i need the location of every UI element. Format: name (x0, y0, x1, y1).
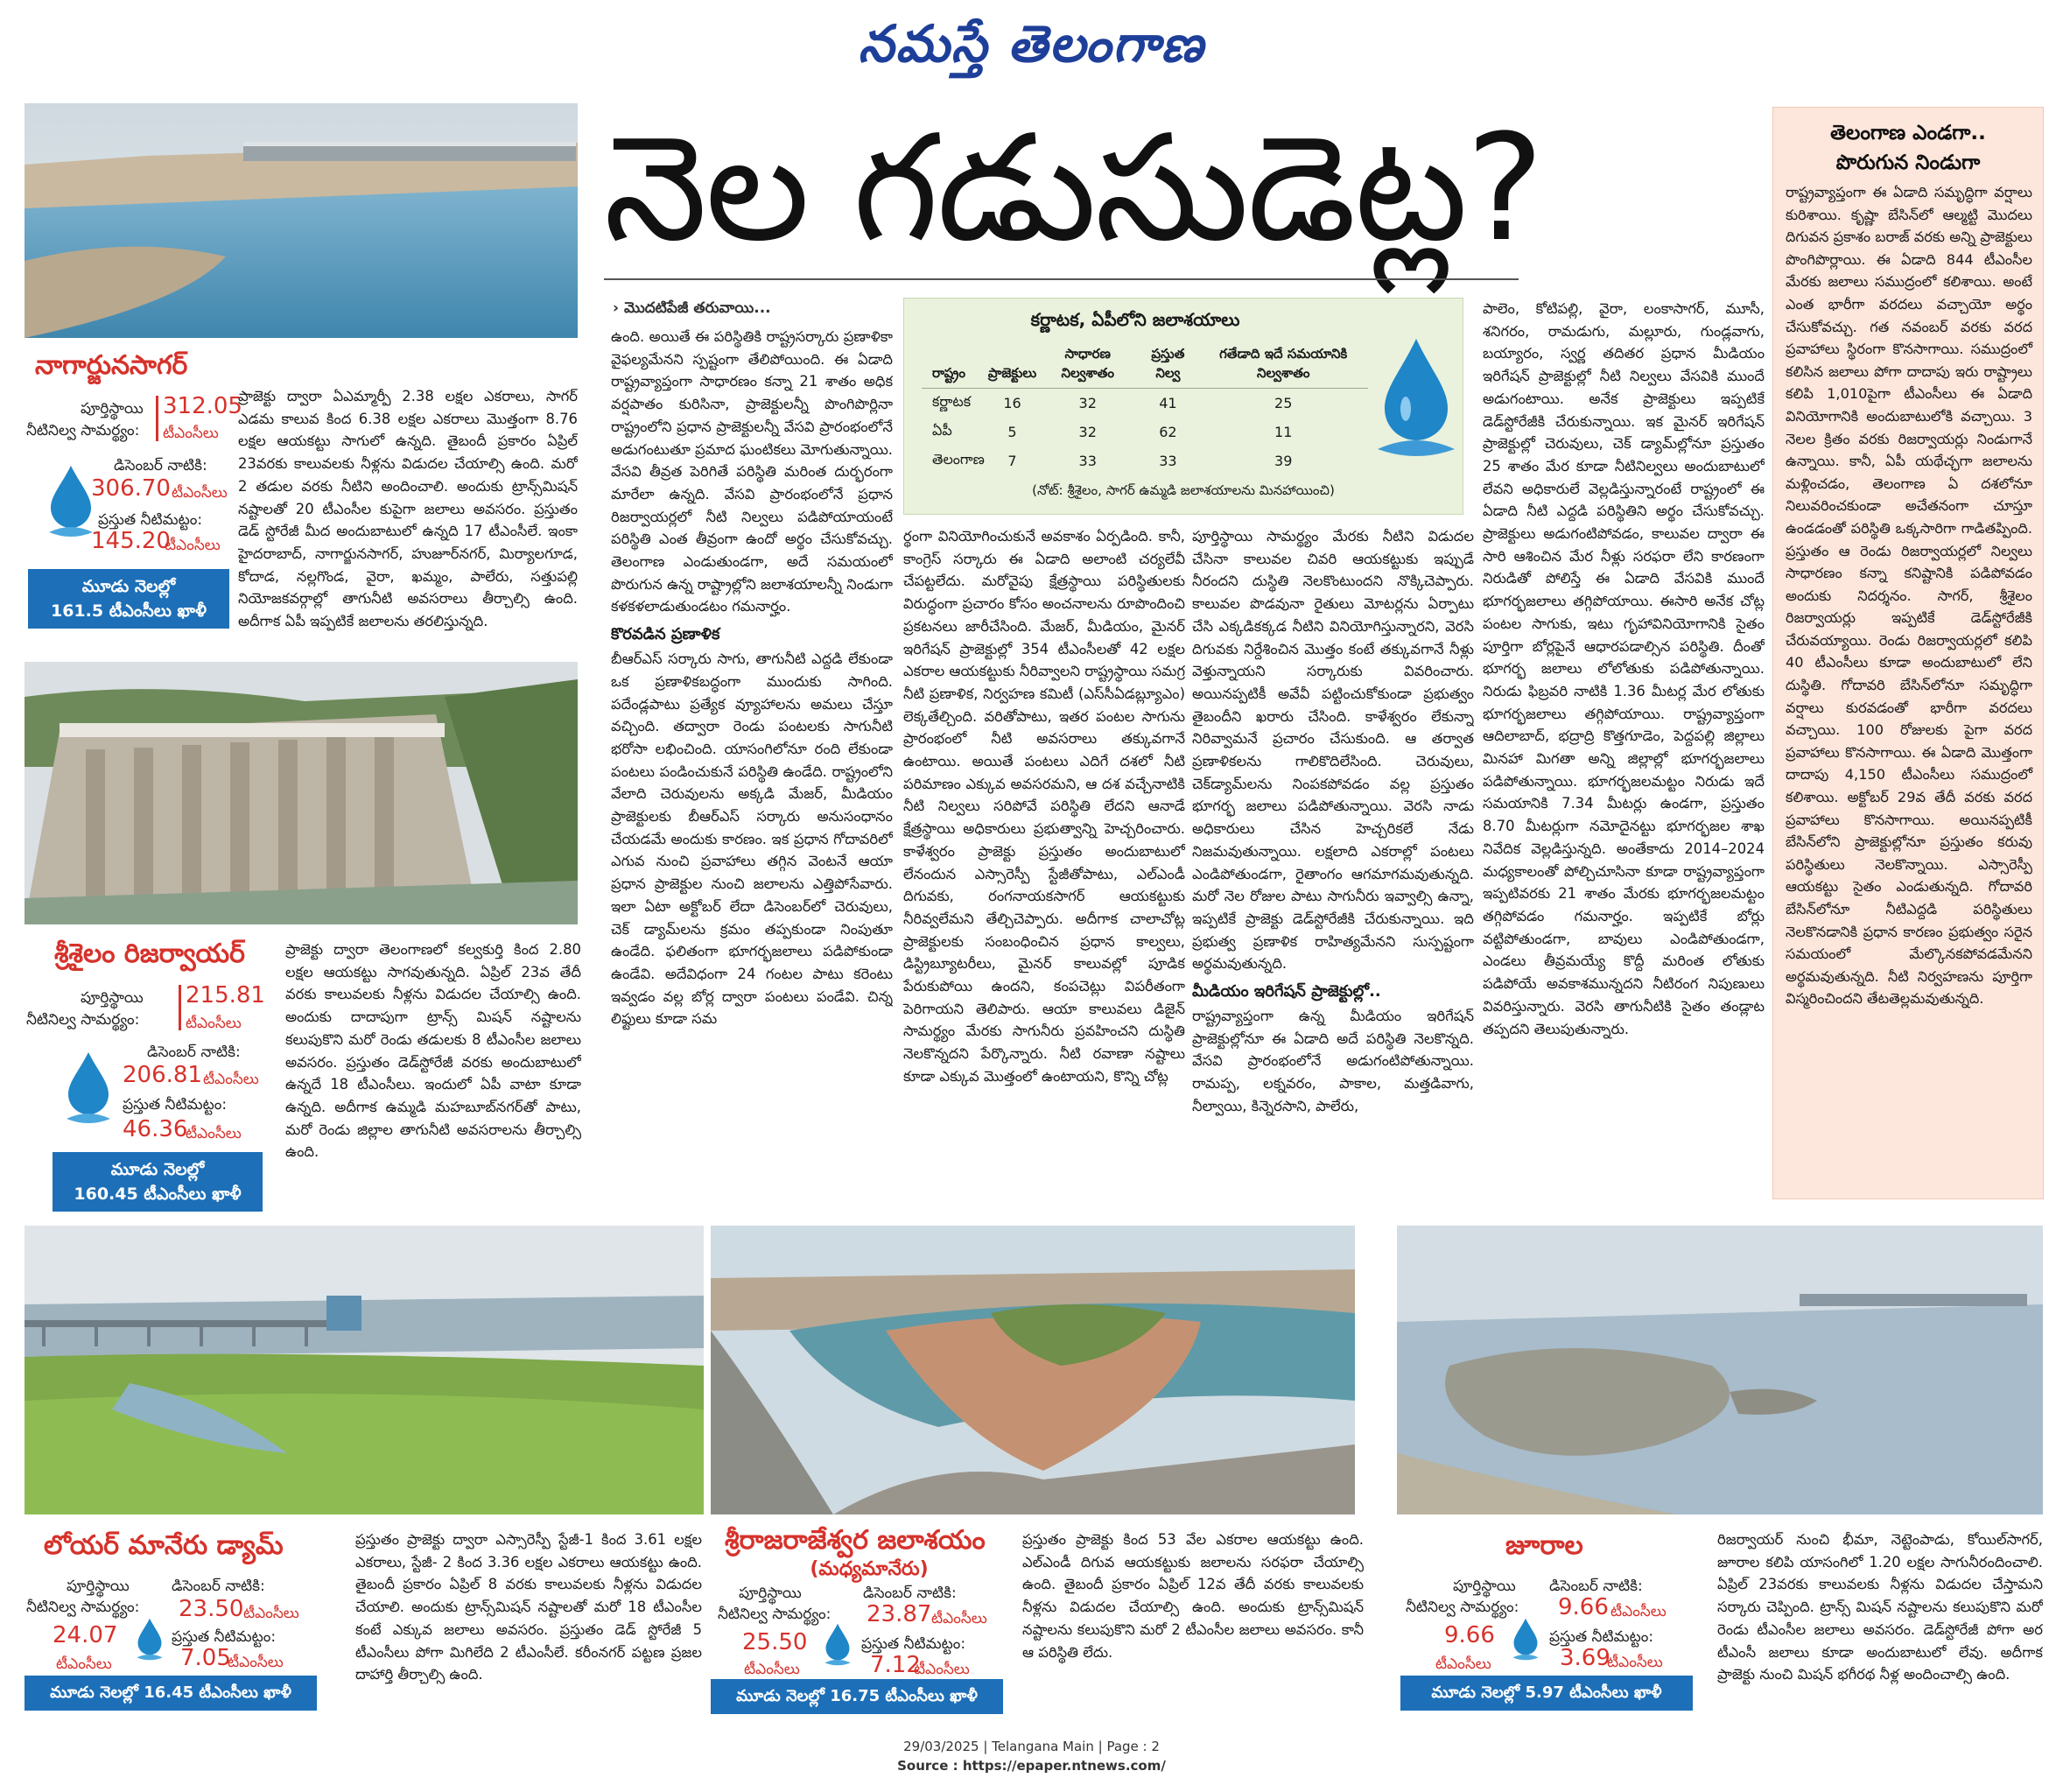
srisailam-drop-banner (53, 1152, 263, 1212)
full-capacity-label: పూర్తిస్థాయి (1453, 1578, 1516, 1595)
table-cell: 25 (1274, 395, 1293, 411)
full-capacity-label: పూర్తిస్థాయి (81, 989, 144, 1007)
water-drop-icon (63, 1051, 114, 1129)
table-cell: ఏపీ (932, 422, 952, 439)
lower-maneru-text: ప్రస్తుతం ప్రాజెక్టు ద్వారా ఎస్సారెస్పీ స్టేజీ-1 కింద 3.61 లక్షల ఎకరాలు, స్టేజీ- 2 కింద 3.36 లక్షల ఎకరాలు ఆయకట్టు ఉంది. తైబందీ ప్రకారం ఏప్రిల్ 8 వరకు కాలువలకు నీళ్లను విడుదల చేయాలి. అందుకు ట్రాన్స్‌మిషన్ నష్టాలతో మరో 18 టీఎంసీల కంటే ఎక్కువ జలాలు అవసరం. ప్రస్తుతం డెడ్ స్టోరేజీ 5 టీఎంసీలు పోగా మిగిలేది 2 టీఎంసీలే. కరీంనగర్ పట్టణ ప్రజల దాహార్తి తీర్చాల్సి ఉంది. (355, 1531, 702, 1683)
storage-capacity-label: నీటినిల్వ సామర్థ్యం: (718, 1606, 832, 1623)
sidebar-heading-line: పొరుగున నిండుగా (1835, 151, 1981, 174)
tmc-unit: టీఎంసీలు (186, 1015, 242, 1032)
jurala-name: జూరాల (1505, 1530, 1583, 1561)
sri-rajarajeshwara-name: శ్రీరాజరాజేశ్వర జలాశయం (725, 1525, 986, 1556)
banner-line: మూడు నెలల్లో (81, 577, 176, 596)
current-level-label: ప్రస్తుత నీటిమట్టం: (861, 1635, 966, 1653)
article-column-4: పాలెం, కోటిపల్లి, వైరా, లంకాసాగర్, మూసీ, శనిగరం, రామడుగు, మల్లూరు, గుండ్లవాగు, బయ్యారం, స్వర్ణ తదితర ప్రధాన మీడియం ఇరిగేషన్ ప్రాజెక్టుల్లో నీటి నిల్వలు వేసవికి ముందే అడుగంటాయి. అనేక ప్రాజెక్టులు ఇప్పటికే డెడ్‌స్టోరేజీకి చేరుకున్నాయి. ఇక మైనర్ ఇరిగేషన్ ప్రాజెక్టుల్లో చెరువులు, చెక్ డ్యామ్‌ల్లోనూ ప్రస్తుతం 25 శాతం మేర కూడా నీటినిల్వలు అందుబాటులో లేవని అధికారులే వెల్లడిస్తున్నారంటే రాష్ట్రంలో ఈ ఏడాది నీటి ఎద్దడి పరిస్థితిని అర్థం చేసుకోవచ్చు. ప్రాజెక్టులు అడుగంటిపోవడం, కాలువల ద్వారా ఈ సారి ఆశించిన మేర నీళ్లు సరఫరా లేని కారణంగా నిరుడితో పోలిస్తే ఈ ఏడాది వేసవికి ముందే భూగర్భజలాలు తగ్గిపోయాయి. ఈసారి అనేక చోట్ల పంటల సాగుకు, ఇటు గృహావినియోగానికి సైతం పూర్తిగా బోర్లపైనే ఆధారపడాల్సిన పరిస్థితి. దీంతో భూగర్భ జలాలు లోలోతుకు పడిపోతున్నాయి. నిరుడు ఫిబ్రవరి నాటికి 1.36 మీటర్ల మేర లోతుకు భూగర్భజలాలు తగ్గిపోయాయి. రాష్ట్రవ్యాప్తంగా ఆదిలాబాద్, భద్రాద్రి కొత్తగూడెం, పెద్దపల్లి జిల్లాలు మినహా మిగతా అన్ని జిల్లాల్లో భూగర్భజలాలు పడిపోతున్నాయి. భూగర్భజలమట్టం నిరుడు ఇదే సమయానికి 7.34 మీటర్లు ఉండగా, ప్రస్తుతం 8.70 మీటర్లుగా నమోదైనట్టు భూగర్భజల శాఖ నివేదిక వెల్లడిస్తున్నది. అంతేకాదు 2014–2024 మధ్యకాలంతో పోల్చిచూసినా కూడా రాష్ట్రవ్యాప్తంగా ఇప్పటివరకు 21 శాతం మేరకు భూగర్భజలమట్టం తగ్గిపోవడం గమనార్హం. ఇప్పటికే బోర్లు వట్టిపోతుండగా, బావులు ఎండిపోతుండగా, ఎండలు తీవ్రమయ్యే కొద్దీ మరింత లోతుకు పడిపోయే అవకాశమున్నదని నీటిరంగ నిపుణులు వివరిస్తున్నారు. వెరసి తాగునీటికి సైతం తండ్లాట తప్పదని తెలుపుతున్నారు. (1483, 300, 1765, 1037)
sri-rajarajeshwara-subname: (మధ్యమానేరు) (810, 1558, 929, 1580)
table-note: (నోట్: శ్రీశైలం, సాగర్ ఉమ్మడి జలాశయాలను మినహాయించి) (1032, 482, 1335, 498)
tmc-unit: టీఎంసీలు (172, 484, 228, 502)
tmc-unit: టీఎంసీలు (1610, 1603, 1667, 1620)
srisailam-text: ప్రాజెక్టు ద్వారా తెలంగాణలో కల్వకుర్తి కింద 2.80 లక్షల ఆయకట్టు సాగవుతున్నది. ఏప్రిల్ 23వ తేదీ వరకు కాలువలకు నీళ్లను విడుదల చేయాల్సి ఉంది. అందుకు దాదాపుగా ట్రాన్స్ మిషన్ నష్టాలను కలుపుకొని మరో రెండు తడులకు 8 టీఎంసీల జలాలు అవసరం. ప్రస్తుతం డెడ్‌స్టోరేజీ వరకు అందుబాటులో ఉన్నదే 18 టీఎంసీలు. ఇందులో ఏపీ వాటా కూడా ఉన్నది. అదీగాక ఉమ్మడి మహబూబ్‌నగర్‌తో పాటు, మరో రెండు జిల్లాల తాగునీటి అవసరాలను తీర్చాల్సి ఉంది. (285, 941, 581, 1161)
lower-maneru-current: 7.05 (180, 1645, 231, 1671)
tmc-unit: టీఎంసీలు (914, 1661, 970, 1678)
table-cell: 33 (1078, 453, 1097, 469)
water-drop-icon (823, 1621, 853, 1670)
article-paragraph: బీఆర్‌ఎస్ సర్కారు సాగు, తాగునీటి ఎద్దడి లేకుండా ఒక ప్రణాళికబద్ధంగా ముందుకు సాగింది. పదేండ్లపాటు ప్రత్యేక వ్యూహాలను అమలు చేస్తూ వచ్చింది. తద్వారా రెండు పంటలకు సాగునీటి భరోసా లభించింది. యాసంగిలోనూ రంది లేకుండా పంటలు పండించుకునే పరిస్థితి ఉండేది. రాష్ట్రంలోని వేలాది చెరువులను అక్కడి మేజర్, మీడియం ప్రాజెక్టులకు బీఆర్‌ఎస్ సర్కారు అనుసంధానం చేయడమే అందుకు కారణం. ఇక ప్రధాన గోదావరిలో ఎగువ నుంచి ప్రవాహాలు తగ్గిన వెంటనే ఆయా ప్రధాన ప్రాజెక్టుల నుంచి జలాలను ఎత్తిపోసేవారు. ఇలా ఏటా అక్టోబర్ లేదా డిసెంబర్‌లో చెరువులు, చెక్ డ్యామ్‌లను క్రమం తప్పకుండా నింపుతూ ఉండేది. ఫలితంగా భూగర్భజలాలు పడిపోకుండా ఉండేవి. అదేవిధంగా 24 గంటల పాటు కరెంటు ఇవ్వడం వల్ల బోర్ల ద్వారా పంటలు పండేవి. చిన్న లిఫ్టులు కూడా సమ (611, 650, 893, 1028)
divider (179, 985, 181, 1030)
lower-maneru-name: లోయర్ మానేరు డ్యామ్ (44, 1530, 284, 1561)
article-paragraph: పూర్తిస్థాయి సామర్థ్యం మేరకు నీటిని విడుదల చేసినా కాలువల చివరి ఆయకట్టుకు ఇప్పుడే నీరందని దుస్థితి నెలకొంటుందని నొక్కిచెప్పారు. కాలువల పొడవునా రైతులు మోటర్లను ఏర్పాటు చేసి ఎక్కడికక్కడ నీటిని వినియోగిస్తున్నారని, వెరసి దిగువకు నిర్దేశించిన మొత్తం కంటే తక్కువగానే నీళ్లు వెళ్తున్నాయని సర్కారుకు వివరించారు. అయినప్పటికీ అవేవీ పట్టించుకోకుండా ప్రభుత్వం తైబందీని ఖరారు చేసింది. కాళేశ్వరం లేకున్నా నిరివ్వామనే ప్రచారం చేసుకుంది. ఆ తర్వాత ప్రణాళికలను గాలికొదిలేసింది. చెరువులు, చెక్‌డ్యామ్‌లను నింపకపోవడం వల్ల ప్రస్తుతం భూగర్భ జలాలు పడిపోతున్నాయి. వెరసి నాడు అధికారులు చేసిన హెచ్చరికలే నేడు నిజమవుతున్నాయి. లక్షలాది ఎకరాల్లో పంటలు ఎండిపోతుండగా, రైతాంగం ఆగమాగమవుతున్నది. మరో నెల రోజుల పాటు సాగునీరు ఇవ్వాల్సి ఉన్నా, ఇప్పటికే ప్రాజెక్టు డెడ్‌స్టోరేజీకి చేరుకున్నాయి. ఇది ప్రభుత్వ ప్రణాళిక రాహిత్యమేనని సుస్పష్టంగా అర్థమవుతున్నది. (1192, 528, 1474, 973)
page-footer-date: 29/03/2025 | Telangana Main | Page : 2 (903, 1739, 1160, 1754)
tmc-unit: టీఎంసీలు (931, 1610, 987, 1627)
current-level-label: ప్రస్తుత నీటిమట్టం: (1549, 1628, 1654, 1646)
storage-capacity-label: నీటినిల్వ సామర్థ్యం: (26, 1599, 140, 1616)
water-drop-icon (1511, 1616, 1540, 1665)
table-cell: తెలంగాణ (932, 451, 985, 467)
december-label: డిసెంబర్ నాటికి: (172, 1578, 265, 1595)
srisailam-full-capacity: 215.81 (186, 982, 265, 1008)
newspaper-logo: నమస్తే తెలంగాణ (858, 14, 1205, 74)
article-column-2: ర్థంగా వినియోగించుకునే అవకాశం ఏర్పడింది. కానీ, కాంగ్రెస్ సర్కారు ఈ ఏడాది అలాంటి చర్యలేవీ చేపట్టలేదు. మరోవైపు క్షేత్రస్థాయి పరిస్థితులకు విరుద్ధంగా ప్రచారం కోసం అంచనాలను రూపొందించి ప్రకటనలు జారీచేసింది. మేజర్, మీడియం, మైనర్ ఇరిగేషన్ ప్రాజెక్టుల్లో 354 టీఎంసీలతో 42 లక్షల ఎకరాల ఆయకట్టుకు నీరివ్వాలని రాష్ట్రస్థాయి సమగ్ర నీటి ప్రణాళిక, నిర్వహణ కమిటీ (ఎస్‌సీఏడబ్ల్యూఎం) లెక్కతేల్చింది. వరితోపాటు, ఇతర పంటల సాగును ప్రారంభంలో నీటి అవసరాలు తక్కువగానే ఉంటాయి. అయితే పంటలు ఎదిగే దశలో నీటి పరిమాణం ఎక్కువ అవసరమని, ఆ దశ వచ్చేనాటికి నీటి నిల్వలు సరిపోవే పరిస్థితి లేదని ఆనాడే క్షేత్రస్థాయి అధికారులు ప్రభుత్వాన్ని హెచ్చరించారు. కాళేశ్వరం ప్రాజెక్టు ప్రస్తుతం అందుబాటులో లేనందున ఎస్సారెస్పీ స్టేజీతోపాటు, ఎల్ఎండీ దిగువకు, రంగనాయకసాగర్ ఆయకట్టుకు నీరివ్వలేమని తేల్చిచెప్పారు. అదీగాక చాలాచోట్ల ప్రాజెక్టులకు సంబంధించిన ప్రధాన కాల్వలు, డిస్ట్రిబ్యూటరీలు, మైనర్ కాలువల్లో పూడిక పేరుకుపోయి ఉందని, కంపచెట్లు విపరీతంగా పెరిగాయని తెలిపారు. ఆయా కాలువలు డిజైన్ సామర్థ్యం మేరకు సాగునీరు ప్రవహించని దుస్థితి నెలకొన్నదని పేర్కొన్నారు. నీటి రవాణా నష్టాలు కూడా ఎక్కువ మొత్తంలో ఉంటాయని, కొన్ని చోట్ల (903, 528, 1185, 1085)
table-cell: 16 (1003, 395, 1021, 411)
neighbour-reservoirs-table-box (903, 298, 1463, 515)
table-cell: 39 (1274, 453, 1293, 469)
sri-rajarajeshwara-full-capacity: 25.50 (742, 1629, 808, 1655)
table-cell: కర్ణాటక (932, 393, 972, 410)
chevron-right-icon: › (613, 299, 620, 317)
tmc-unit: టీఎంసీలు (186, 1125, 242, 1142)
article-paragraph: రాష్ట్రవ్యాప్తంగా ఉన్న మీడియం ఇరిగేషన్ ప్రాజెక్టుల్లోనూ ఈ ఏడాది అదే పరిస్థితి నెలకొన్నది. వేసవి ప్రారంభంలోనే అడుగంటిపోతున్నాయి. రామప్ప, లక్నవరం, పాకాల, మత్తడివాగు, నీల్వాయి, కిన్నెరసాని, పాలేరు, (1192, 1008, 1474, 1114)
table-header: సాధారణ నిల్వశాతం (1038, 342, 1137, 389)
sri-rajarajeshwara-drop-banner: మూడు నెలల్లో 16.75 టీఎంసీలు ఖాళీ (711, 1679, 1003, 1714)
current-level-label: ప్రస్తుత నీటిమట్టం: (123, 1096, 228, 1114)
table-row (922, 418, 1368, 446)
december-label: డిసెంబర్ నాటికి: (147, 1044, 241, 1061)
table-header: ప్రస్తుత నిల్వ (1137, 342, 1198, 389)
water-drop-icon (46, 464, 96, 543)
lower-maneru-photo (25, 1226, 704, 1514)
nagarjuna-text: ప్రాజెక్టు ద్వారా ఏఎమ్మార్పీ 2.38 లక్షల ఎకరాలు, సాగర్ ఎడమ కాలువ కింద 6.38 లక్షల ఎకరాలు మొత్తంగా 8.76 లక్షల ఆయకట్టు సాగులో ఉన్నది. తైబందీ ప్రకారం ఏప్రిల్ 23వరకు కాలువలకు నీళ్లను విడుదల చేయాల్సి ఉంది. మరో 2 తడుల వరకు నీటిని అందించాలి. అందుకు ట్రాన్స్‌మిషన్ నష్టాలతో 20 టీఎంసీల కుపైగా జలాలు అవసరం. ప్రస్తుతం డెడ్ స్టోరేజీ మీద అందుబాటులో ఉన్నది 17 టీఎంసీలే. ఇంకా హైదరాబాద్, నాగార్జునసాగర్, హుజూర్‌నగర్, మిర్యాలగూడ, కోదాడ, నల్లగొండ, వైరా, ఖమ్మం, పాలేరు, సత్తుపల్లి నియోజకవర్గాల్లో తాగునీటి అవసరాలు తీర్చాల్సి ఉంది. అదీగాక ఏపీ ఇప్పటికే జలాలను తరలిస్తున్నది. (238, 388, 578, 630)
sidebar-body: రాష్ట్రవ్యాప్తంగా ఈ ఏడాది సమృద్ధిగా వర్షాలు కురిశాయి. కృష్ణా బేసిన్‌లో ఆల్మట్టి మొదలు దిగువన ప్రకాశం బరాజ్ వరకు అన్ని ప్రాజెక్టులు పొంగిపొర్లాయి. ఈ ఏడాది 844 టీఎంసీల మేరకు జలాలు సముద్రంలో కలిశాయి. అంటే ఎంత భారీగా వరదలు వచ్చాయో అర్థం చేసుకోవచ్చు. గత నవంబర్ వరకు వరద ప్రవాహాలు స్థిరంగా కొనసాగాయి. సముద్రంలో కలిసిన జలాలు పోగా దాదాపు ఇరు రాష్ట్రాలు కలిపి 1,010పైగా టీఎంసీలు ఈ ఏడాది వినియోగానికి అందుబాటులోకి వచ్చాయి. 3 నెలల క్రితం వరకు రిజర్వాయర్లు నిండుగానే ఉన్నాయి. కానీ, ఏపీ యథేచ్ఛగా జలాలను మళ్లించడం, తెలంగాణ ఏ దశలోనూ నిలువరించకుండా అచేతనంగా చూస్తూ ఉండడంతో పరిస్థితి ఒక్కసారిగా గాడితప్పింది. ప్రస్తుతం ఆ రెండు రిజర్వాయర్లలో నిల్వలు సాధారణం కన్నా కనిష్టానికి పడిపోవడం అందుకు నిదర్శనం. సాగర్, శ్రీశైలం రిజర్వాయర్లు ఇప్పటికే డెడ్‌స్టోరేజీకి చేరువయ్యాయి. రెండు రిజర్వాయర్లలో కలిపి 40 టీఎంసీలు కూడా అందుబాటులో లేని దుస్థితి. గోదావరి బేసిన్‌లోనూ సమృద్ధిగా వర్షాలు కురవడంతో భారీగా వరదలు వచ్చాయి. 100 రోజులకు పైగా వరద ప్రవాహాలు కొనసాగాయి. ఈ ఏడాది మొత్తంగా దాదాపు 4,150 టీఎంసీలు సముద్రంలో కలిశాయి. అక్టోబర్ 29వ తేదీ వరకు వరద ప్రవాహాలు కొనసాగాయి. అయినప్పటికీ బేసిన్‌లోని ప్రాజెక్టుల్లోనూ ప్రస్తుతం కరువు పరిస్థితులు నెలకొన్నాయి. ఎస్సారెస్పీ ఆయకట్టు సైతం ఎండుతున్నది. గోదావరి బేసిన్‌లోనూ నీటిఎద్దడి పరిస్థితులు నెలకొనడానికి ప్రధాన కారణం ప్రభుత్వం సరైన సమయంలో మేల్కొనకపోవడమేనని అర్థమవుతున్నది. నీటి నిర్వహణను పూర్తిగా విస్మరించిందని తేటతెల్లమవుతున్నది. (1786, 184, 2032, 1008)
tmc-unit: టీఎంసీలు (1607, 1654, 1663, 1671)
full-capacity-label: పూర్తిస్థాయి (81, 400, 144, 418)
srisailam-current: 46.36 (123, 1116, 188, 1142)
main-headline: నెల గడుసుడెట్ల? (604, 102, 1543, 274)
nagarjuna-current: 145.20 (91, 528, 171, 554)
nagarjunasagar-name: నాగార్జునసాగర్ (35, 350, 188, 381)
table-cell: 5 (1007, 424, 1017, 440)
table-cell: 32 (1078, 395, 1097, 411)
subheading-medium-irrigation: మీడియం ఇరిగేషన్ ప్రాజెక్టుల్లో.. (1192, 982, 1381, 1001)
water-drop-icon (1372, 334, 1460, 468)
article-column-3 (1192, 525, 1474, 1210)
storage-capacity-label: నీటినిల్వ సామర్థ్యం: (26, 422, 140, 439)
table-cell: 32 (1078, 424, 1097, 440)
sidebar-heading (1773, 108, 2043, 178)
table-cell: 41 (1159, 395, 1177, 411)
december-label: డిసెంబర్ నాటికి: (863, 1585, 957, 1602)
nagarjuna-full-capacity: 312.05 (163, 393, 242, 419)
headline-rule (604, 278, 1519, 280)
nagarjuna-december: 306.70 (91, 475, 171, 502)
article-paragraph: ఉంది. అయితే ఈ పరిస్థితికి రాష్ట్రసర్కారు ప్రణాళికా వైఫల్యమేనని స్పష్టంగా తేలిపోయింది. ఈ ఏడాది రాష్ట్రవ్యాప్తంగా సాధారణం కన్నా 21 శాతం అధిక వర్షపాతం కురిసినా, ప్రాజెక్టులన్నీ పొంగిపొర్లినా రాష్ట్రంలోని ప్రధాన ప్రాజెక్టులన్నీ వేసవి ప్రారంభంలోనే అడుగంటుతూ ప్రమాద ఘంటికలు మోగుతున్నాయి. వేసవి తీవ్రత పెరిగితే పరిస్థితి మరింత దుర్భరంగా మారేలా ఉన్నది. వేసవి ప్రారంభంలోనే ప్రధాన రిజర్వాయర్లలో నీటి నిల్వలు పడిపోయాయంటే పరిస్థితి ఎంత తీవ్రంగా ఉందో అర్థం చేసుకోవచ్చు. తెలంగాణ ఎండుతుండగా, అదే సమయంలో పొరుగున ఉన్న రాష్ట్రాల్లోని జలాశయాలన్నీ నిండుగా కళకళలాడుతుండటం గమనార్హం. (611, 328, 893, 615)
table-row (922, 446, 1368, 475)
sri-rajarajeshwara-current: 7.12 (870, 1652, 921, 1678)
full-capacity-label: పూర్తిస్థాయి (67, 1578, 130, 1595)
current-level-label: ప్రస్తుత నీటిమట్టం: (172, 1628, 277, 1646)
current-level-label: ప్రస్తుత నీటిమట్టం: (98, 511, 203, 529)
banner-line: 160.45 టీఎంసీలు ఖాళీ (74, 1184, 242, 1204)
banner-line: 161.5 టీఎంసీలు ఖాళీ (50, 601, 207, 621)
jurala-december: 9.66 (1558, 1594, 1609, 1620)
jurala-current: 3.69 (1560, 1645, 1610, 1671)
sri-rajarajeshwara-text: ప్రస్తుతం ప్రాజెక్టు కింద 53 వేల ఎకరాల ఆయకట్టు ఉంది. ఎల్‌ఎండీ దిగువ ఆయకట్టుకు జలాలను సరఫరా చేయాల్సి ఉంది. తైబందీ ప్రకారం ఏప్రిల్ 12వ తేదీ వరకు కాలువలకు నీళ్లను విడుదల చేయాల్సి ఉంది. అందుకు ట్రాన్స్‌మిషన్ నష్టాలను కలుపుకొని మరో 2 టీఎంసీల జలాలు అవసరం. కానీ ఆ పరిస్థితి లేదు. (1022, 1531, 1364, 1661)
nagarjunasagar-photo (25, 103, 578, 338)
continuation-label (613, 299, 771, 320)
srisailam-december: 206.81 (123, 1062, 202, 1088)
srisailam-name: శ్రీశైలం రిజర్వాయర్ (54, 938, 245, 969)
table-header-row (922, 342, 1368, 389)
table-header: గతేడాది ఇదే సమయానికి నిల్వశాతం (1198, 342, 1368, 389)
jurala-drop-banner: మూడు నెలల్లో 5.97 టీఎంసీలు ఖాళీ (1400, 1676, 1693, 1711)
storage-capacity-label: నీటినిల్వ సామర్థ్యం: (26, 1011, 140, 1029)
banner-line: మూడు నెలల్లో (110, 1160, 205, 1179)
jurala-full-capacity: 9.66 (1444, 1622, 1495, 1648)
december-label: డిసెంబర్ నాటికి: (1549, 1578, 1643, 1595)
table-cell: 11 (1274, 424, 1293, 440)
water-drop-icon (135, 1616, 165, 1665)
continuation-text: మొదటిపేజీ తరువాయి... (623, 299, 771, 317)
nagarjuna-drop-banner (28, 569, 229, 629)
full-capacity-label: పూర్తిస్థాయి (739, 1585, 802, 1602)
table-cell: 33 (1159, 453, 1177, 469)
srisailam-photo (25, 662, 578, 924)
sri-rajarajeshwara-december: 23.87 (867, 1601, 932, 1627)
lower-maneru-december: 23.50 (179, 1596, 244, 1622)
tmc-unit: టీఎంసీలు (163, 425, 219, 442)
tmc-unit: టీఎంసీలు (1435, 1655, 1491, 1673)
subheading-planning: కొరవడిన ప్రణాళిక (611, 625, 720, 644)
article-column-1 (611, 326, 893, 1210)
table-cell: 7 (1007, 453, 1017, 469)
reservoirs-table (922, 342, 1368, 475)
table-row (922, 389, 1368, 418)
storage-capacity-label: నీటినిల్వ సామర్థ్యం: (1406, 1599, 1519, 1616)
tmc-unit: టీఎంసీలు (243, 1605, 299, 1622)
table-title: కర్ణాటక, ఏపీలోని జలాశయాలు (1030, 309, 1240, 330)
divider (156, 396, 158, 441)
sidebar-heading-line: తెలంగాణ ఎండగా.. (1830, 122, 1986, 144)
tmc-unit: టీఎంసీలు (165, 537, 221, 554)
jurala-photo (1397, 1226, 2043, 1514)
sri-rajarajeshwara-photo (711, 1226, 1355, 1514)
table-header: ప్రాజెక్టులు (986, 342, 1038, 389)
sidebar-box (1772, 107, 2044, 1199)
page-footer-source: Source : https://epaper.ntnews.com/ (897, 1758, 1166, 1774)
jurala-text: రిజర్వాయర్ నుంచి భీమా, నెట్టెంపాడు, కోయిల్‌సాగర్, జూరాల కలిపి యాసంగిలో 1.20 లక్షల సాగునీరందించాలి. ఏప్రిల్ 23వరకు కాలువలకు నీళ్లను విడుదల చేస్తామని సర్కారు చెప్పింది. ట్రాన్స్ మిషన్ నష్టాలను కలుపుకొని మరో రెండు టీఎంసీల జలాలు అవసరం. డెడ్‌స్టోరేజీ పోగా అర టీఎంసీ జలాలు కూడా అందుబాటులో లేవు. అదీగాక ప్రాజెక్టు నుంచి మిషన్ భగీరథ నీళ్ల అందించాల్సి ఉంది. (1717, 1531, 2043, 1683)
tmc-unit: టీఎంసీలు (56, 1655, 112, 1673)
lower-maneru-full-capacity: 24.07 (53, 1622, 118, 1648)
tmc-unit: టీఎంసీలు (228, 1654, 284, 1671)
tmc-unit: టీఎంసీలు (203, 1071, 259, 1088)
lower-maneru-drop-banner: మూడు నెలల్లో 16.45 టీఎంసీలు ఖాళీ (25, 1676, 317, 1711)
masthead (0, 0, 2063, 96)
tmc-unit: టీఎంసీలు (744, 1661, 800, 1678)
table-cell: 62 (1159, 424, 1177, 440)
december-label: డిసెంబర్ నాటికి: (114, 457, 207, 474)
table-header: రాష్ట్రం (922, 342, 986, 389)
